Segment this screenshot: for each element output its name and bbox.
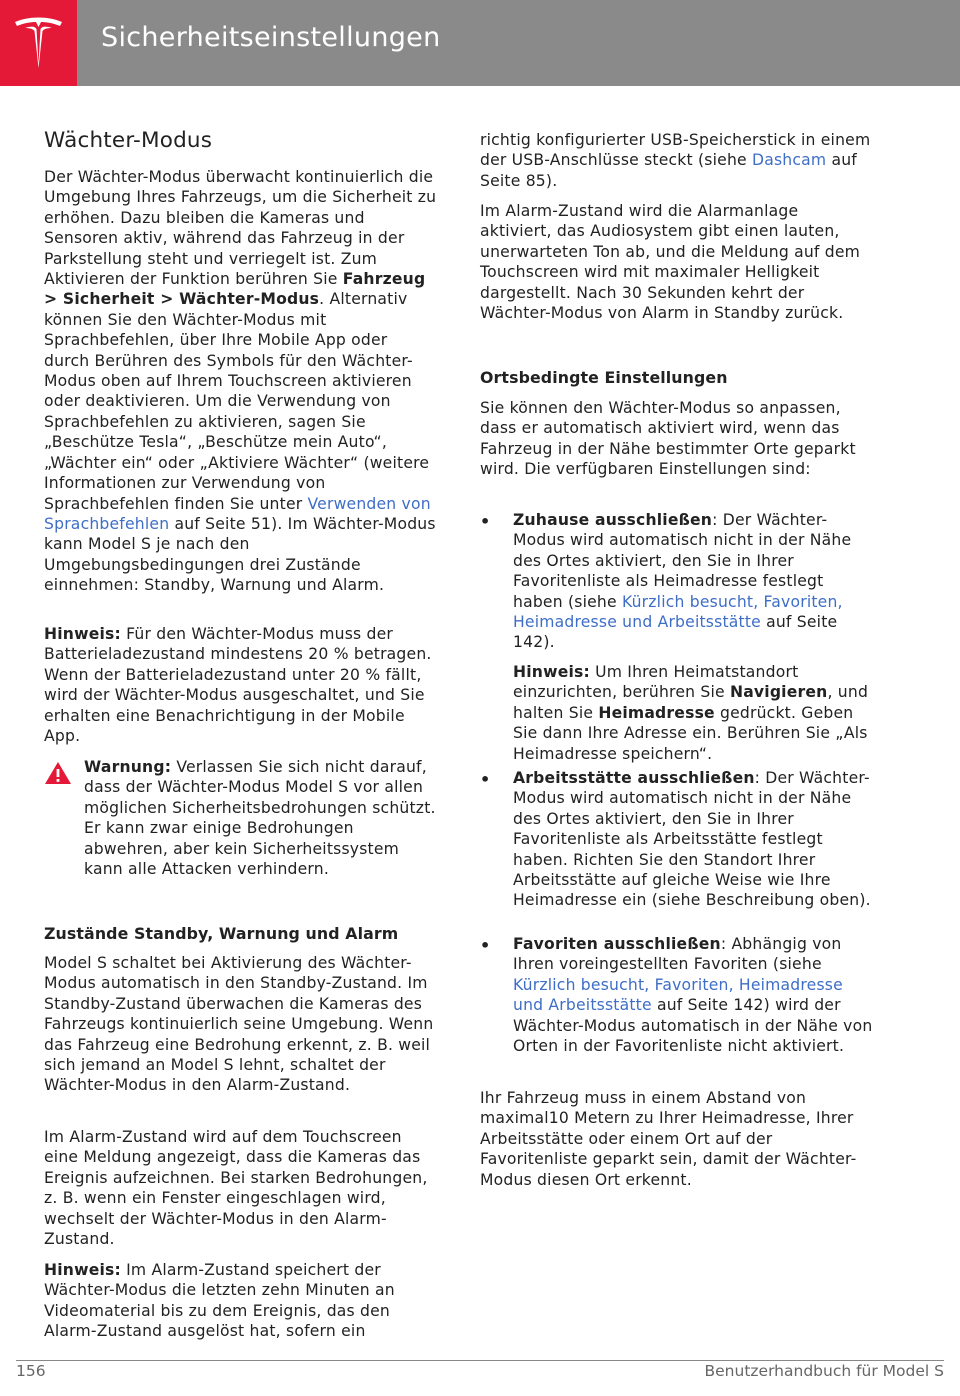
- warning-text: Verlassen Sie sich nicht darauf, dass der Wächter-Modus Model S vor allen möglichen Sicherheitsbedrohungen schützt. Er kann zwar einige Bedrohungen abwehren, aber kein Sicherheitssystem kann alle Attacken verhindern.: [84, 758, 436, 879]
- warning-block: [84, 757, 437, 879]
- intro-paragraph: [44, 167, 437, 596]
- item-text: : Der Wächter-Modus wird automatisch nicht in der Nähe des Ortes aktiviert, den Sie in Ihrer Favoritenliste als Arbeitsstätte festlegt haben. Richten Sie den Standort Ihrer Arbeitsstätte auf gleiche Weise wie Ihre Heimadresse ein (siehe Beschreibung oben).: [513, 769, 871, 910]
- item-label: Favoriten ausschließen: [513, 935, 721, 953]
- location-intro: Sie können den Wächter-Modus so anpassen, dass er automatisch aktiviert wird, wenn das Fahrzeug in der Nähe bestimmter Orte geparkt wird. Die verfügbaren Einstellungen sind:: [480, 399, 856, 479]
- page-title: Sicherheitseinstellungen: [101, 22, 441, 53]
- note-text: Um Ihren Heimatstandort einzurichten, berühren Sie: [513, 663, 799, 702]
- item-text-end: auf Seite 142) wird der Wächter-Modus automatisch in der Nähe von Orten in der Favoritenliste nicht aktiviert.: [513, 996, 873, 1056]
- location-heading: Ortsbedingte Einstellungen: [480, 368, 728, 387]
- intro-text-a: Der Wächter-Modus überwacht kontinuierlich die Umgebung Ihres Fahrzeugs, um die Sicherheit zu erhöhen. Dazu bleiben die Kameras und Sensoren aktiv, während das Fahrzeug in der Parkstellung steht und verriegelt ist. Zum Aktivieren der Funktion berühren Sie: [44, 168, 437, 289]
- link-sprachbefehle[interactable]: Verwenden von Sprachbefehlen: [44, 494, 431, 533]
- warning-icon: [44, 761, 72, 785]
- item-label: Arbeitsstätte ausschließen: [513, 769, 755, 787]
- note-text: Für den Wächter-Modus muss der Batterieladezustand mindestens 20 % betragen. Wenn der Batterieladezustand unter 20 % fällt, wird der Wächter-Modus ausgeschaltet, und Sie erhalten eine Benachrichtigung in der Mobile App.: [44, 625, 432, 746]
- note-label: Hinweis:: [44, 625, 121, 643]
- list-item-home: [513, 510, 873, 653]
- tesla-logo: [0, 0, 77, 86]
- link-favoriten[interactable]: Kürzlich besucht, Favoriten, Heimadresse und Arbeitsstätte: [513, 592, 843, 632]
- footer-title: Benutzerhandbuch für Model S: [704, 1362, 944, 1380]
- states-heading: Zustände Standby, Warnung und Alarm: [44, 924, 399, 943]
- page-number: 156: [16, 1362, 46, 1380]
- link-favoriten[interactable]: Kürzlich besucht, Favoriten, Heimadresse und Arbeitsstätte: [513, 975, 843, 1015]
- note-battery: [44, 624, 437, 746]
- states-paragraph-1: Model S schaltet bei Aktivierung des Wächter-Modus automatisch in den Standby-Zustand. Im Standby-Zustand überwachen die Kameras des Fahrzeugs kontinuierlich seine Umgebung. Wenn das Fahrzeug eine Bedrohung erkennt, z. B. weil sich jemand an Model S lehnt, schaltet der Wächter-Modus in den Alarm-Zustand.: [44, 954, 434, 1095]
- states-paragraph-3: Im Alarm-Zustand wird die Alarmanlage aktiviert, das Audiosystem gibt einen lauten, unerwarteten Ton ab, und die Meldung auf dem Touchscreen wird mit maximaler Helligkeit dargestellt. Nach 30 Sekunden kehrt der Wächter-Modus von Alarm in Standby zurück.: [480, 202, 861, 323]
- page-header: [0, 0, 960, 86]
- bullet-icon: •: [480, 512, 491, 531]
- list-item-favorites: [513, 934, 873, 1056]
- note-alarm-part-1: [44, 1260, 437, 1342]
- footer-divider: [16, 1360, 944, 1361]
- link-dashcam[interactable]: Dashcam: [751, 151, 827, 170]
- warning-label: Warnung:: [84, 758, 172, 776]
- intro-text-b: . Alternativ können Sie den Wächter-Modus mit Sprachbefehlen, über Ihre Mobile App oder durch Berühren des Symbols für den Wächter-Modus oben auf Ihrem Touchscreen aktivieren oder deaktivieren. Um die Verwendung von Sprachbefehlen zu aktivieren, sagen Sie „Beschütze Tesla“, „Beschütze mein Auto“, „Wächter ein“ oder „Aktiviere Wächter“ (weitere Informationen zur Verwendung von Sprachbefehlen finden Sie unter: [44, 290, 430, 513]
- note-home: [513, 662, 873, 764]
- menu-path: Fahrzeug > Sicherheit > Wächter-Modus: [44, 270, 426, 309]
- note-alarm-part-2: [480, 130, 872, 191]
- note-text: gedrückt. Geben Sie dann Ihre Adresse ein. Berühren Sie „Als Heimadresse speichern“.: [513, 703, 868, 763]
- bullet-icon: •: [480, 936, 491, 955]
- note-text-end: auf Seite 85).: [480, 151, 857, 190]
- note-text: , und halten Sie: [513, 683, 869, 722]
- closing-paragraph: Ihr Fahrzeug muss in einem Abstand von maximal10 Metern zu Ihrer Heimadresse, Ihrer Arbeitsstätte oder einem Ort auf der Favoritenliste geparkt sein, damit der Wächter-Modus diesen Ort erkennt.: [480, 1089, 857, 1189]
- note-text: Im Alarm-Zustand speichert der Wächter-Modus die letzten zehn Minuten an Videomaterial bis zu dem Ereignis, das den Alarm-Zustand ausgelöst hat, sofern ein: [44, 1261, 395, 1341]
- note-text-continued: richtig konfigurierter USB-Speicherstick in einem der USB-Anschlüsse steckt (siehe: [480, 131, 871, 170]
- item-label: Zuhause ausschließen: [513, 511, 713, 529]
- list-item-work: [513, 768, 873, 911]
- item-text: : Der Wächter-Modus wird automatisch nicht in der Nähe des Ortes aktiviert, den Sie in Ihrer Favoritenliste als Heimadresse festlegt haben (siehe: [513, 511, 852, 611]
- item-text: : Abhängig von Ihren voreingestellten Favoriten (siehe: [513, 935, 842, 974]
- note-label: Hinweis:: [513, 663, 590, 681]
- section-title: Wächter-Modus: [44, 128, 213, 153]
- bullet-icon: •: [480, 770, 491, 789]
- tesla-logo-icon: [13, 16, 64, 70]
- navigate-term: Navigieren: [729, 683, 828, 702]
- item-text-end: auf Seite 142).: [513, 613, 838, 652]
- intro-text-c: auf Seite 51). Im Wächter-Modus kann Model S je nach den Umgebungsbedingungen drei Zustände einnehmen: Standby, Warnung und Alarm.: [44, 514, 436, 595]
- states-paragraph-2: Im Alarm-Zustand wird auf dem Touchscreen eine Meldung angezeigt, dass die Kameras das Ereignis aufzeichnen. Bei starken Bedrohungen, z. B. wenn ein Fenster eingeschlagen wird, wechselt der Wächter-Modus in den Alarm-Zustand.: [44, 1128, 428, 1249]
- home-address-term: Heimadresse: [598, 703, 715, 722]
- note-label: Hinweis:: [44, 1261, 121, 1279]
